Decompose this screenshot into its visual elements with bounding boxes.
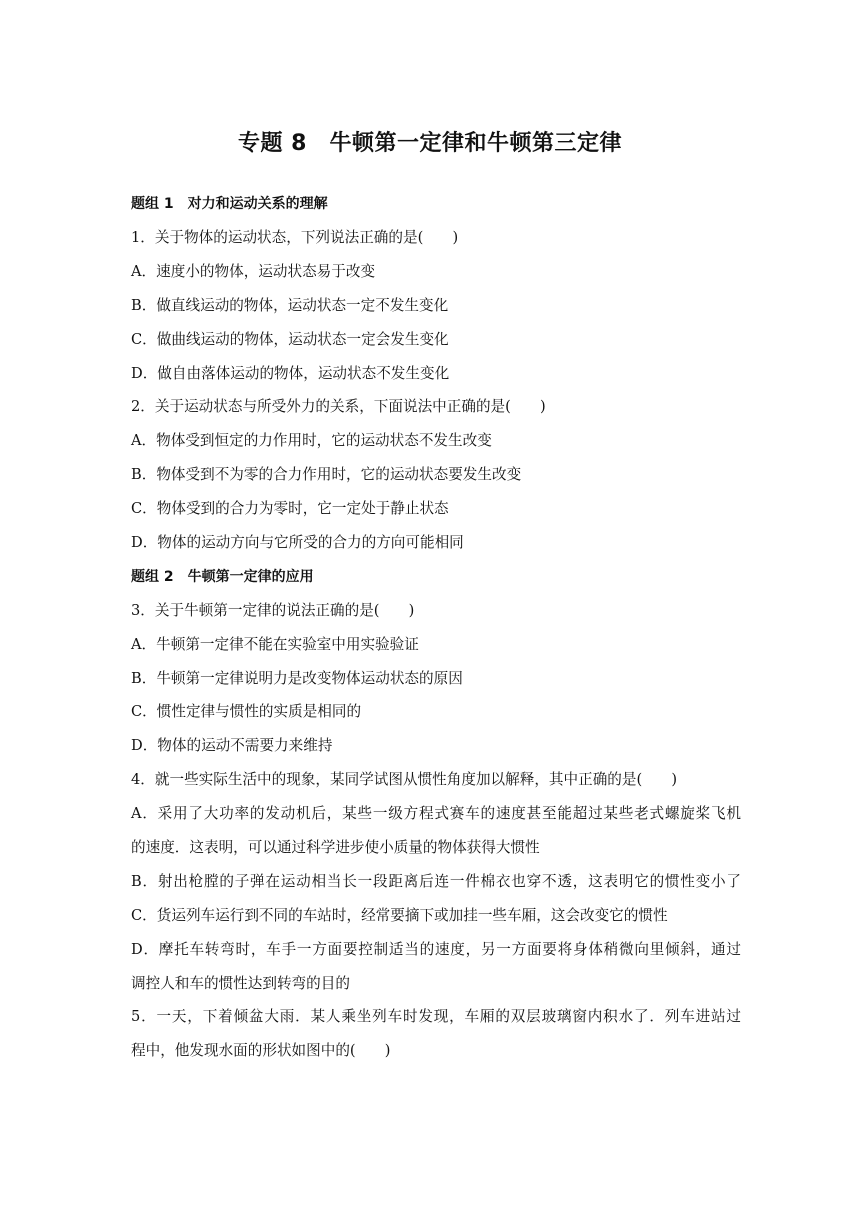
question-5-stem: 5．一天，下着倾盆大雨．某人乘坐列车时发现，车厢的双层玻璃窗内积水了．列车进站过 <box>131 1008 741 1025</box>
question-1-option-a: A．速度小的物体，运动状态易于改变 <box>131 263 376 280</box>
group-heading-2: 题组 2 牛顿第一定律的应用 <box>131 569 314 585</box>
question-2-option-a: A．物体受到恒定的力作用时，它的运动状态不发生改变 <box>131 432 492 449</box>
group-heading-1: 题组 1 对力和运动关系的理解 <box>131 196 328 212</box>
question-3-option-b: B．牛顿第一定律说明力是改变物体运动状态的原因 <box>131 670 463 687</box>
question-2-option-d: D．物体的运动方向与它所受的合力的方向可能相同 <box>131 534 464 551</box>
question-4-option-a-continued: 的速度．这表明，可以通过科学进步使小质量的物体获得大惯性 <box>131 839 540 856</box>
question-4-option-c: C．货运列车运行到不同的车站时，经常要摘下或加挂一些车厢，这会改变它的惯性 <box>131 907 668 924</box>
question-1-option-d: D．做自由落体运动的物体，运动状态不发生变化 <box>131 365 450 382</box>
question-1-stem: 1．关于物体的运动状态，下列说法正确的是( ) <box>131 229 459 246</box>
question-4-stem: 4．就一些实际生活中的现象，某同学试图从惯性角度加以解释，其中正确的是( ) <box>131 771 678 788</box>
question-4-option-a: A．采用了大功率的发动机后，某些一级方程式赛车的速度甚至能超过某些老式螺旋桨飞机 <box>131 805 741 822</box>
question-4-option-d: D．摩托车转弯时，车手一方面要控制适当的速度，另一方面要将身体稍微向里倾斜，通过 <box>131 941 741 958</box>
question-2-option-b: B．物体受到不为零的合力作用时，它的运动状态要发生改变 <box>131 466 522 483</box>
question-3-option-a: A．牛顿第一定律不能在实验室中用实验验证 <box>131 636 419 653</box>
question-3-option-d: D．物体的运动不需要力来维持 <box>131 737 333 754</box>
question-3-stem: 3．关于牛顿第一定律的说法正确的是( ) <box>131 602 415 619</box>
question-2-stem: 2．关于运动状态与所受外力的关系，下面说法中正确的是( ) <box>131 398 546 415</box>
question-1-option-c: C．做曲线运动的物体，运动状态一定会发生变化 <box>131 331 449 348</box>
question-2-option-c: C．物体受到的合力为零时，它一定处于静止状态 <box>131 500 449 517</box>
question-5-stem-continued: 程中，他发现水面的形状如图中的( ) <box>131 1042 391 1059</box>
page-title: 专题 8 牛顿第一定律和牛顿第三定律 <box>238 131 622 156</box>
question-1-option-b: B．做直线运动的物体，运动状态一定不发生变化 <box>131 297 449 314</box>
question-4-option-b: B．射出枪膛的子弹在运动相当长一段距离后连一件棉衣也穿不透，这表明它的惯性变小了 <box>131 873 741 890</box>
question-4-option-d-continued: 调控人和车的惯性达到转弯的目的 <box>131 975 350 992</box>
question-3-option-c: C．惯性定律与惯性的实质是相同的 <box>131 703 362 720</box>
